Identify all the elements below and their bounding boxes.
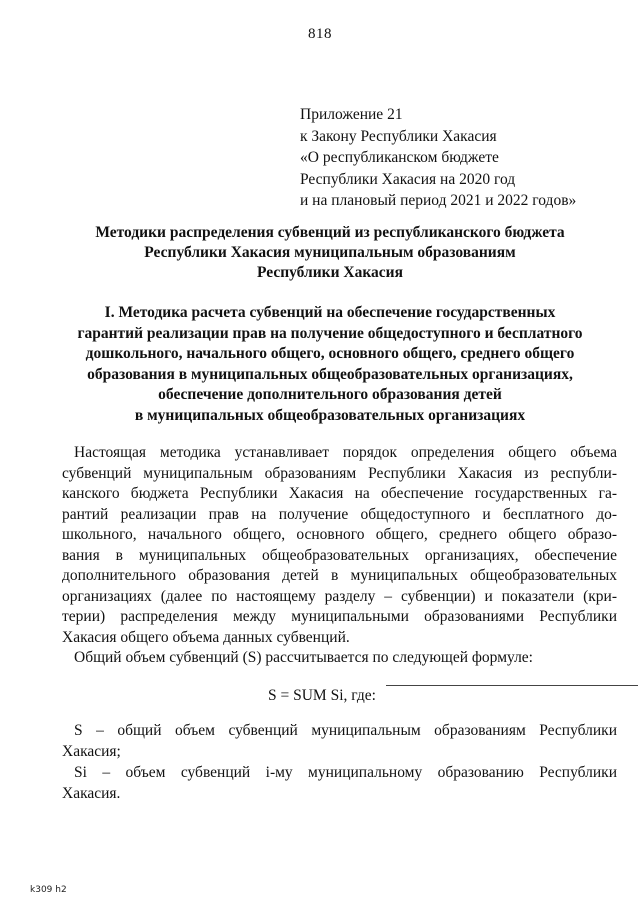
section-line: в муниципальных общеобразовательных организациях — [134, 406, 526, 424]
paragraph-line: Хакасия. — [62, 784, 121, 802]
paragraph-line: школьного, начального общего, основного общего, среднего общего образо- — [62, 526, 617, 543]
appendix-header — [300, 104, 630, 212]
paragraph-line: субвенций муниципальным образованиям Республики Хакасия из республи- — [62, 464, 617, 482]
title-line: Республики Хакасия муниципальным образованиям — [144, 244, 516, 261]
formula-underline — [386, 685, 638, 686]
section-line: I. Методика расчета субвенций на обеспечение государственных — [104, 304, 556, 321]
formula: S = SUM Si, где: — [268, 687, 376, 704]
paragraph-line: Хакасия; — [62, 742, 121, 760]
appendix-line: Республики Хакасия на 2020 год — [300, 170, 516, 188]
paragraph-formula-intro — [62, 648, 617, 669]
section-line: дошкольного, начального общего, основного общего, среднего общего — [85, 345, 575, 362]
paragraph-line: организациях (далее по настоящему разделу – субвенции) и показатели (кри- — [62, 587, 617, 605]
paragraph-intro — [62, 443, 617, 648]
paragraph-line: рантий реализации прав на получение общедоступного и бесплатного до- — [62, 505, 617, 523]
title-line: Методики распределения субвенций из республиканского бюджета — [95, 224, 565, 241]
section-line: образования в муниципальных общеобразовательных организациях, — [87, 365, 573, 383]
paragraph-line: канского бюджета Республики Хакасия на обеспечение государственных га- — [62, 485, 617, 502]
section-line: обеспечение дополнительного образования детей — [158, 386, 502, 403]
paragraph-line: вания в муниципальных общеобразовательных организациях, обеспечение — [62, 546, 617, 564]
paragraph-line: S – общий объем субвенций муниципальным образованиям Республики — [74, 722, 617, 739]
paragraph-line: Хакасия общего объема данных субвенций. — [62, 628, 350, 646]
page-number: 818 — [308, 26, 332, 42]
definition-si — [62, 763, 617, 804]
appendix-line: «О республиканском бюджете — [300, 149, 499, 166]
section-line: гарантий реализации прав на получение общедоступного и бесплатного — [77, 324, 583, 342]
appendix-line: к Закону Республики Хакасия — [300, 127, 497, 145]
section-heading — [30, 303, 630, 426]
paragraph-line: терии) распределения между муниципальными образованиями Республики — [62, 608, 617, 625]
paragraph-line: Общий объем субвенций (S) рассчитывается по следующей формуле: — [74, 649, 533, 666]
footer-code: k309 h2 — [30, 885, 67, 895]
appendix-line: и на плановый период 2021 и 2022 годов» — [300, 192, 577, 209]
paragraph-line: дополнительного образования детей в муниципальных общеобразовательных — [62, 567, 617, 584]
definition-s — [62, 721, 617, 762]
document-title — [30, 223, 630, 283]
appendix-line: Приложение 21 — [300, 106, 403, 123]
paragraph-line: Настоящая методика устанавливает порядок определения общего объема — [74, 444, 617, 461]
title-line: Республики Хакасия — [256, 264, 403, 281]
paragraph-line: Si – объем субвенций i-му муниципальному образованию Республики — [74, 764, 617, 781]
